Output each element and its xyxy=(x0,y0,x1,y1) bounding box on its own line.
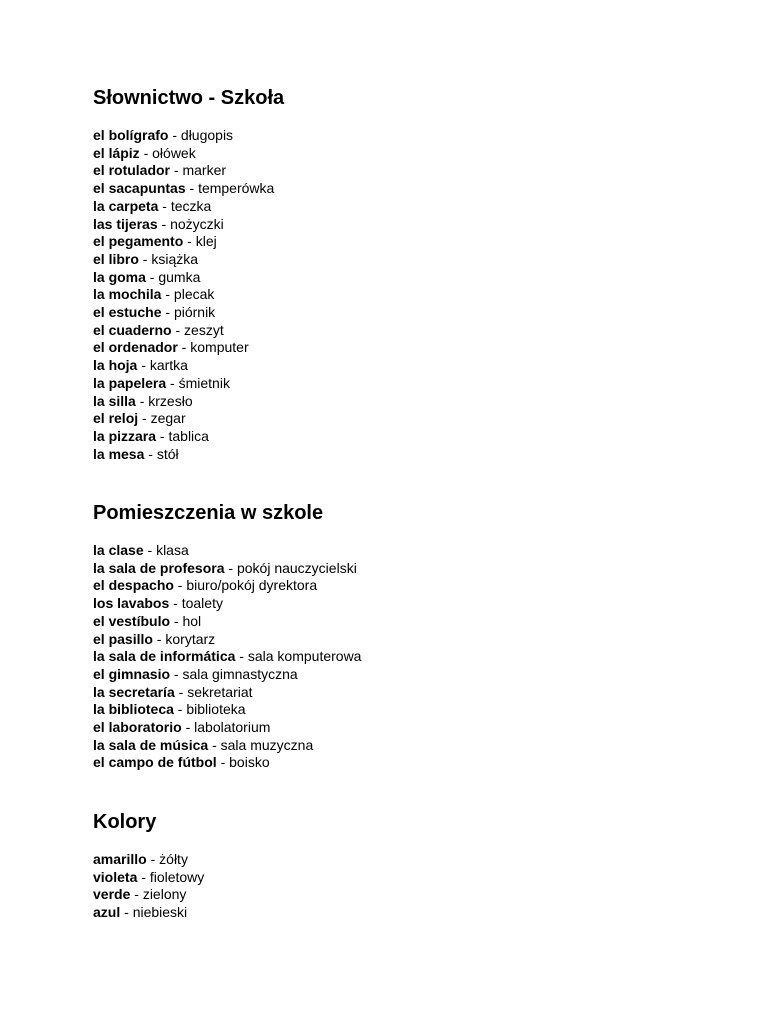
spanish-term: la papelera xyxy=(93,374,167,391)
separator-dash: - xyxy=(138,410,151,427)
separator-dash: - xyxy=(137,868,150,885)
separator-dash: - xyxy=(170,612,183,629)
separator-dash: - xyxy=(138,250,152,267)
vocabulary-list xyxy=(93,127,284,463)
polish-translation: boisko xyxy=(229,754,270,771)
separator-dash: - xyxy=(145,268,159,285)
spanish-term: el pasillo xyxy=(93,630,153,647)
vocabulary-entry xyxy=(93,851,204,869)
section-school-rooms xyxy=(93,501,361,772)
section-heading: Kolory xyxy=(93,811,157,833)
vocabulary-entry xyxy=(93,595,361,613)
polish-translation: stół xyxy=(156,445,179,462)
separator-dash: - xyxy=(170,665,183,682)
spanish-term: la mochila xyxy=(93,286,162,303)
spanish-term: la biblioteca xyxy=(93,701,174,718)
spanish-term: los lavabos xyxy=(93,595,170,612)
vocabulary-entry xyxy=(93,754,361,772)
polish-translation: plecak xyxy=(173,286,215,303)
spanish-term: violeta xyxy=(93,868,138,885)
vocabulary-entry xyxy=(93,446,284,464)
separator-dash: - xyxy=(139,144,153,161)
section-heading: Pomieszczenia w szkole xyxy=(93,502,324,524)
separator-dash: - xyxy=(156,427,169,444)
vocabulary-entry xyxy=(93,737,361,755)
polish-translation: zegar xyxy=(150,410,186,427)
separator-dash: - xyxy=(181,719,195,736)
spanish-term: el lápiz xyxy=(93,144,140,161)
spanish-term: el laboratorio xyxy=(93,719,182,736)
polish-translation: tablica xyxy=(168,427,209,444)
polish-translation: sala muzyczna xyxy=(220,736,314,753)
separator-dash: - xyxy=(185,180,199,197)
vocabulary-entry xyxy=(93,869,204,887)
section-heading: Słownictwo - Szkoła xyxy=(93,87,285,109)
polish-translation: korytarz xyxy=(165,630,216,647)
spanish-term: el reloj xyxy=(93,410,139,427)
polish-translation: niebieski xyxy=(132,904,188,921)
separator-dash: - xyxy=(158,197,171,214)
polish-translation: toalety xyxy=(181,595,223,612)
separator-dash: - xyxy=(173,577,187,594)
separator-dash: - xyxy=(152,630,166,647)
separator-dash: - xyxy=(161,286,174,303)
polish-translation: fioletowy xyxy=(149,868,205,885)
separator-dash: - xyxy=(224,559,237,576)
vocabulary-entry xyxy=(93,145,284,163)
polish-translation: biuro/pokój dyrektora xyxy=(186,577,318,594)
polish-translation: marker xyxy=(182,162,227,179)
polish-translation: klasa xyxy=(156,542,189,558)
vocabulary-list xyxy=(93,851,204,922)
spanish-term: la clase xyxy=(93,542,144,558)
separator-dash: - xyxy=(166,374,179,391)
polish-translation: książka xyxy=(151,250,199,267)
polish-translation: kartka xyxy=(149,357,188,374)
spanish-term: la goma xyxy=(93,268,146,285)
vocabulary-entry xyxy=(93,886,204,904)
separator-dash: - xyxy=(174,683,188,700)
polish-translation: hol xyxy=(182,612,202,629)
polish-translation: ołówek xyxy=(152,144,196,161)
spanish-term: azul xyxy=(93,904,121,921)
separator-dash: - xyxy=(216,754,230,771)
polish-translation: klej xyxy=(195,233,217,250)
spanish-term: el bolígrafo xyxy=(93,127,169,143)
polish-translation: temperówka xyxy=(198,180,275,197)
polish-translation: śmietnik xyxy=(178,374,230,391)
vocabulary-entry xyxy=(93,322,284,340)
spanish-term: el libro xyxy=(93,250,139,267)
vocabulary-entry xyxy=(93,162,284,180)
polish-translation: krzesło xyxy=(148,392,193,409)
separator-dash: - xyxy=(171,321,185,338)
spanish-term: el campo de fútbol xyxy=(93,754,217,771)
vocabulary-entry xyxy=(93,428,284,446)
vocabulary-entry xyxy=(93,648,361,666)
vocabulary-entry xyxy=(93,719,361,737)
spanish-term: el sacapuntas xyxy=(93,180,186,197)
vocabulary-entry xyxy=(93,127,284,145)
vocabulary-entry xyxy=(93,357,284,375)
spanish-term: la hoja xyxy=(93,357,138,374)
polish-translation: sala komputerowa xyxy=(247,648,362,665)
separator-dash: - xyxy=(177,339,191,356)
polish-translation: teczka xyxy=(170,197,212,214)
vocabulary-entry xyxy=(93,393,284,411)
vocabulary-entry xyxy=(93,577,361,595)
separator-dash: - xyxy=(130,886,143,903)
spanish-term: la sala de profesora xyxy=(93,559,225,576)
separator-dash: - xyxy=(137,357,150,374)
separator-dash: - xyxy=(168,127,181,143)
vocabulary-entry xyxy=(93,631,361,649)
separator-dash: - xyxy=(208,736,221,753)
spanish-term: el gimnasio xyxy=(93,665,171,682)
vocabulary-entry xyxy=(93,233,284,251)
separator-dash: - xyxy=(144,445,157,462)
separator-dash: - xyxy=(143,542,157,558)
vocabulary-entry xyxy=(93,339,284,357)
vocabulary-entry xyxy=(93,701,361,719)
polish-translation: sala gimnastyczna xyxy=(182,665,298,682)
vocabulary-entry xyxy=(93,286,284,304)
spanish-term: la secretaría xyxy=(93,683,175,700)
vocabulary-entry xyxy=(93,560,361,578)
spanish-term: el vestíbulo xyxy=(93,612,171,629)
section-colors xyxy=(93,810,204,922)
separator-dash: - xyxy=(161,304,174,321)
spanish-term: el rotulador xyxy=(93,162,171,179)
vocabulary-entry xyxy=(93,251,284,269)
spanish-term: las tijeras xyxy=(93,215,158,232)
polish-translation: pokój nauczycielski xyxy=(236,559,357,576)
polish-translation: labolatorium xyxy=(194,719,271,736)
polish-translation: nożyczki xyxy=(170,215,224,232)
polish-translation: gumka xyxy=(158,268,201,285)
separator-dash: - xyxy=(173,701,187,718)
polish-translation: żółty xyxy=(159,851,188,867)
vocabulary-entry xyxy=(93,684,361,702)
separator-dash: - xyxy=(120,904,133,921)
vocabulary-entry xyxy=(93,375,284,393)
separator-dash: - xyxy=(157,215,171,232)
separator-dash: - xyxy=(183,233,196,250)
spanish-term: la mesa xyxy=(93,445,145,462)
spanish-term: el pegamento xyxy=(93,233,184,250)
polish-translation: komputer xyxy=(190,339,249,356)
vocabulary-list xyxy=(93,542,361,772)
vocabulary-entry xyxy=(93,410,284,428)
spanish-term: amarillo xyxy=(93,851,147,867)
polish-translation: piórnik xyxy=(173,304,216,321)
polish-translation: biblioteka xyxy=(186,701,246,718)
separator-dash: - xyxy=(169,595,182,612)
spanish-term: la pizzara xyxy=(93,427,157,444)
separator-dash: - xyxy=(146,851,160,867)
vocabulary-entry xyxy=(93,304,284,322)
vocabulary-entry xyxy=(93,269,284,287)
vocabulary-entry xyxy=(93,198,284,216)
spanish-term: la sala de informática xyxy=(93,648,236,665)
polish-translation: zeszyt xyxy=(184,321,224,338)
spanish-term: el cuaderno xyxy=(93,321,172,338)
spanish-term: el despacho xyxy=(93,577,174,594)
vocabulary-entry xyxy=(93,216,284,234)
spanish-term: el ordenador xyxy=(93,339,178,356)
vocabulary-entry xyxy=(93,666,361,684)
spanish-term: el estuche xyxy=(93,304,162,321)
spanish-term: la sala de música xyxy=(93,736,209,753)
spanish-term: verde xyxy=(93,886,131,903)
separator-dash: - xyxy=(135,392,149,409)
vocabulary-entry xyxy=(93,904,204,922)
separator-dash: - xyxy=(170,162,183,179)
separator-dash: - xyxy=(235,648,248,665)
vocabulary-entry xyxy=(93,180,284,198)
polish-translation: długopis xyxy=(180,127,234,143)
polish-translation: zielony xyxy=(142,886,187,903)
polish-translation: sekretariat xyxy=(187,683,253,700)
spanish-term: la carpeta xyxy=(93,197,159,214)
section-school-vocabulary xyxy=(93,86,284,463)
vocabulary-entry xyxy=(93,542,361,560)
vocabulary-entry xyxy=(93,613,361,631)
spanish-term: la silla xyxy=(93,392,136,409)
